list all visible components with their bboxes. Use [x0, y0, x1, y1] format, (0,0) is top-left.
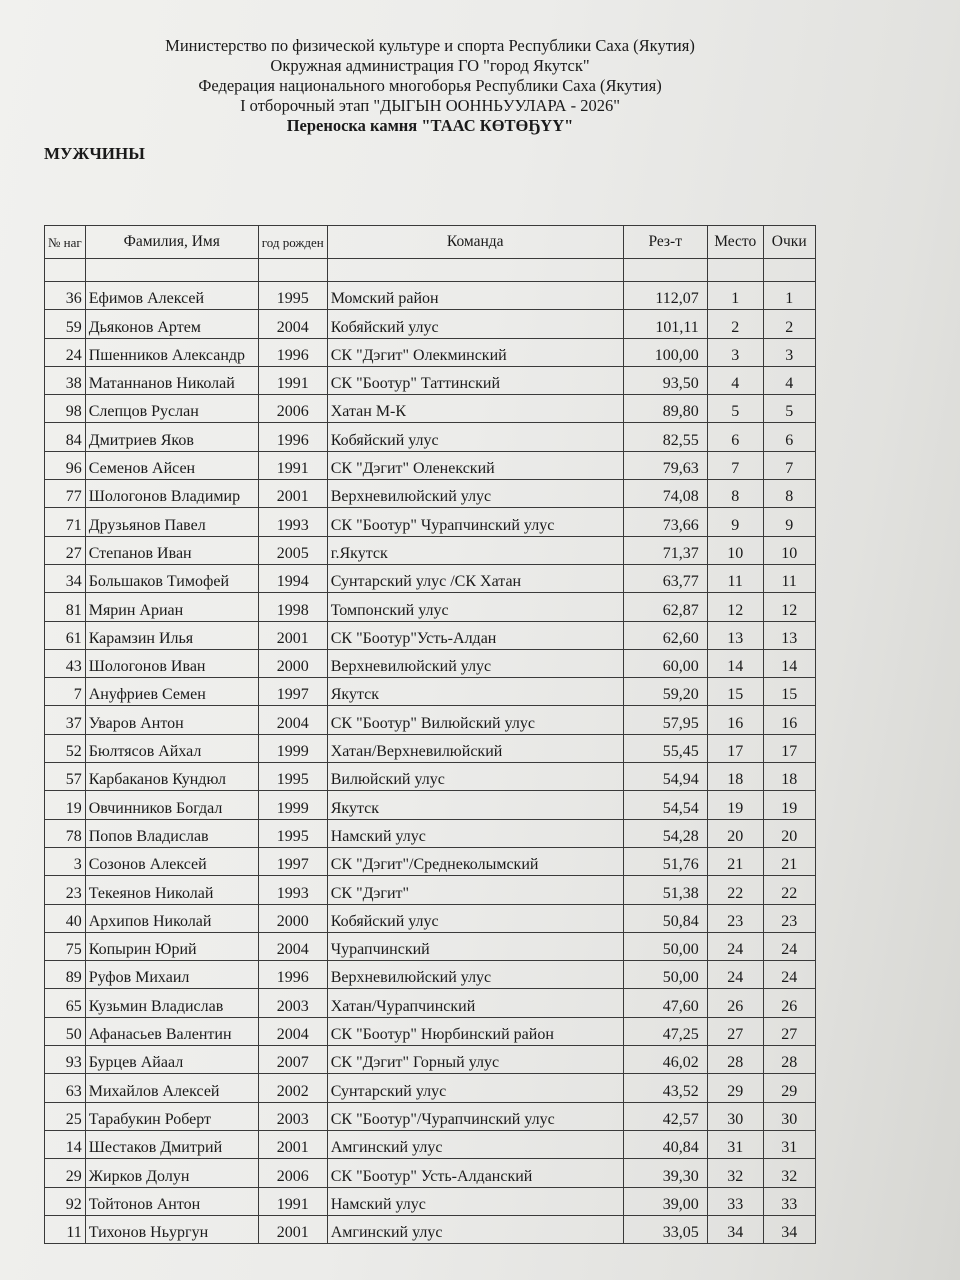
cell-birth-year: 2004 — [258, 1017, 327, 1045]
cell-points: 6 — [763, 423, 815, 451]
table-row — [45, 395, 816, 423]
cell-start-number: 81 — [45, 593, 86, 621]
cell-team: Кобяйский улус — [327, 423, 623, 451]
cell-start-number: 3 — [45, 847, 86, 875]
cell-result: 51,38 — [623, 876, 707, 904]
cell-start-number: 40 — [45, 904, 86, 932]
table-row — [45, 1159, 816, 1187]
cell-place: 11 — [707, 564, 763, 592]
cell-team: СК "Боотур" Нюрбинский район — [327, 1017, 623, 1045]
header-administration: Окружная администрация ГО "город Якутск" — [270, 56, 590, 75]
cell-result: 42,57 — [623, 1102, 707, 1130]
cell-athlete-name: Руфов Михаил — [85, 961, 258, 989]
cell-points: 5 — [763, 395, 815, 423]
cell-team: Хатан/Чурапчинский — [327, 989, 623, 1017]
cell-result: 60,00 — [623, 649, 707, 677]
cell-athlete-name: Мярин Ариан — [85, 593, 258, 621]
col-header-num: № наг — [45, 226, 86, 259]
cell-result: 46,02 — [623, 1046, 707, 1074]
cell-place: 1 — [707, 282, 763, 310]
cell-birth-year: 2001 — [258, 480, 327, 508]
cell-birth-year: 2002 — [258, 1074, 327, 1102]
cell-team: Томпонский улус — [327, 593, 623, 621]
table-row — [45, 536, 816, 564]
cell-athlete-name: Созонов Алексей — [85, 847, 258, 875]
cell-place: 17 — [707, 734, 763, 762]
cell-result: 93,50 — [623, 366, 707, 394]
cell-team: СК "Боотур"/Чурапчинский улус — [327, 1102, 623, 1130]
cell-birth-year: 2004 — [258, 706, 327, 734]
cell-points: 19 — [763, 791, 815, 819]
cell-athlete-name: Копырин Юрий — [85, 932, 258, 960]
table-row — [45, 451, 816, 479]
cell-result: 40,84 — [623, 1130, 707, 1158]
col-header-points: Очки — [763, 226, 815, 259]
cell-athlete-name: Слепцов Руслан — [85, 395, 258, 423]
table-row — [45, 621, 816, 649]
cell-result: 79,63 — [623, 451, 707, 479]
cell-result: 51,76 — [623, 847, 707, 875]
cell-points: 20 — [763, 819, 815, 847]
cell-place: 34 — [707, 1215, 763, 1243]
cell-athlete-name: Бурцев Айаал — [85, 1046, 258, 1074]
cell-athlete-name: Степанов Иван — [85, 536, 258, 564]
document-header — [0, 36, 860, 136]
cell-start-number: 25 — [45, 1102, 86, 1130]
cell-points: 33 — [763, 1187, 815, 1215]
cell-result: 54,94 — [623, 763, 707, 791]
table-row — [45, 282, 816, 310]
table-row — [45, 508, 816, 536]
cell-points: 31 — [763, 1130, 815, 1158]
cell-start-number: 75 — [45, 932, 86, 960]
cell-team: Верхневилюйский улус — [327, 649, 623, 677]
cell-athlete-name: Карбаканов Кундюл — [85, 763, 258, 791]
cell-place: 16 — [707, 706, 763, 734]
cell-result: 47,25 — [623, 1017, 707, 1045]
cell-athlete-name: Шологонов Владимир — [85, 480, 258, 508]
cell-start-number: 52 — [45, 734, 86, 762]
cell-athlete-name: Текеянов Николай — [85, 876, 258, 904]
table-row — [45, 649, 816, 677]
cell-start-number: 36 — [45, 282, 86, 310]
col-header-name: Фамилия, Имя — [85, 226, 258, 259]
cell-team: СК "Дэгит" — [327, 876, 623, 904]
cell-start-number: 37 — [45, 706, 86, 734]
cell-place: 23 — [707, 904, 763, 932]
cell-place: 21 — [707, 847, 763, 875]
cell-team: Амгинский улус — [327, 1215, 623, 1243]
cell-team: Момский район — [327, 282, 623, 310]
table-row — [45, 366, 816, 394]
cell-athlete-name: Пшенников Александр — [85, 338, 258, 366]
cell-result: 74,08 — [623, 480, 707, 508]
cell-birth-year: 1991 — [258, 366, 327, 394]
header-federation: Федерация национального многоборья Республики Саха (Якутия) — [198, 76, 662, 95]
cell-points: 3 — [763, 338, 815, 366]
table-row — [45, 819, 816, 847]
cell-place: 32 — [707, 1159, 763, 1187]
cell-birth-year: 1995 — [258, 282, 327, 310]
cell-start-number: 57 — [45, 763, 86, 791]
cell-team: г.Якутск — [327, 536, 623, 564]
cell-points: 9 — [763, 508, 815, 536]
cell-birth-year: 2003 — [258, 989, 327, 1017]
cell-team: СК "Дэгит" Горный улус — [327, 1046, 623, 1074]
cell-points: 4 — [763, 366, 815, 394]
cell-athlete-name: Семенов Айсен — [85, 451, 258, 479]
cell-place: 18 — [707, 763, 763, 791]
table-row — [45, 564, 816, 592]
cell-points: 30 — [763, 1102, 815, 1130]
cell-result: 59,20 — [623, 678, 707, 706]
cell-team: Хатан/Верхневилюйский — [327, 734, 623, 762]
cell-result: 47,60 — [623, 989, 707, 1017]
cell-result: 54,54 — [623, 791, 707, 819]
cell-start-number: 63 — [45, 1074, 86, 1102]
cell-athlete-name: Жирков Долун — [85, 1159, 258, 1187]
cell-points: 7 — [763, 451, 815, 479]
cell-start-number: 14 — [45, 1130, 86, 1158]
cell-start-number: 50 — [45, 1017, 86, 1045]
cell-place: 22 — [707, 876, 763, 904]
cell-birth-year: 1996 — [258, 423, 327, 451]
cell-athlete-name: Большаков Тимофей — [85, 564, 258, 592]
cell-place: 24 — [707, 932, 763, 960]
table-row — [45, 763, 816, 791]
cell-birth-year: 2004 — [258, 932, 327, 960]
cell-result: 55,45 — [623, 734, 707, 762]
cell-start-number: 65 — [45, 989, 86, 1017]
cell-result: 63,77 — [623, 564, 707, 592]
cell-team: Намский улус — [327, 819, 623, 847]
cell-start-number: 61 — [45, 621, 86, 649]
col-header-place: Место — [707, 226, 763, 259]
col-header-team: Команда — [327, 226, 623, 259]
cell-place: 14 — [707, 649, 763, 677]
cell-birth-year: 1994 — [258, 564, 327, 592]
cell-athlete-name: Кузьмин Владислав — [85, 989, 258, 1017]
cell-athlete-name: Шологонов Иван — [85, 649, 258, 677]
cell-birth-year: 1993 — [258, 508, 327, 536]
header-discipline: Переноска камня "ТААС КӨТӨҔҮҮ" — [286, 116, 574, 135]
cell-points: 23 — [763, 904, 815, 932]
cell-result: 89,80 — [623, 395, 707, 423]
cell-birth-year: 2001 — [258, 1130, 327, 1158]
cell-birth-year: 1995 — [258, 763, 327, 791]
cell-birth-year: 2000 — [258, 904, 327, 932]
cell-athlete-name: Дьяконов Артем — [85, 310, 258, 338]
cell-place: 4 — [707, 366, 763, 394]
cell-start-number: 24 — [45, 338, 86, 366]
cell-birth-year: 1997 — [258, 847, 327, 875]
cell-team: Якутск — [327, 678, 623, 706]
cell-result: 54,28 — [623, 819, 707, 847]
cell-points: 15 — [763, 678, 815, 706]
cell-result: 100,00 — [623, 338, 707, 366]
cell-result: 73,66 — [623, 508, 707, 536]
cell-points: 32 — [763, 1159, 815, 1187]
cell-athlete-name: Тойтонов Антон — [85, 1187, 258, 1215]
col-header-result: Рез-т — [623, 226, 707, 259]
cell-team: Сунтарский улус /СК Хатан — [327, 564, 623, 592]
cell-team: СК "Боотур" Усть-Алданский — [327, 1159, 623, 1187]
cell-team: СК "Боотур"Усть-Алдан — [327, 621, 623, 649]
table-row — [45, 706, 816, 734]
cell-points: 24 — [763, 932, 815, 960]
cell-athlete-name: Бюлтясов Айхал — [85, 734, 258, 762]
cell-start-number: 19 — [45, 791, 86, 819]
cell-team: СК "Дэгит"/Среднеколымский — [327, 847, 623, 875]
cell-start-number: 71 — [45, 508, 86, 536]
cell-team: Верхневилюйский улус — [327, 480, 623, 508]
cell-points: 2 — [763, 310, 815, 338]
cell-place: 12 — [707, 593, 763, 621]
cell-birth-year: 2000 — [258, 649, 327, 677]
cell-result: 71,37 — [623, 536, 707, 564]
cell-points: 12 — [763, 593, 815, 621]
cell-place: 6 — [707, 423, 763, 451]
cell-team: Вилюйский улус — [327, 763, 623, 791]
cell-result: 112,07 — [623, 282, 707, 310]
table-row — [45, 338, 816, 366]
cell-place: 2 — [707, 310, 763, 338]
cell-athlete-name: Карамзин Илья — [85, 621, 258, 649]
cell-points: 1 — [763, 282, 815, 310]
cell-result: 50,84 — [623, 904, 707, 932]
cell-points: 26 — [763, 989, 815, 1017]
cell-start-number: 11 — [45, 1215, 86, 1243]
cell-team: СК "Боотур" Таттинский — [327, 366, 623, 394]
cell-athlete-name: Шестаков Дмитрий — [85, 1130, 258, 1158]
cell-birth-year: 1993 — [258, 876, 327, 904]
table-row — [45, 310, 816, 338]
cell-start-number: 93 — [45, 1046, 86, 1074]
cell-birth-year: 1995 — [258, 819, 327, 847]
cell-result: 39,30 — [623, 1159, 707, 1187]
cell-birth-year: 2006 — [258, 1159, 327, 1187]
cell-result: 62,60 — [623, 621, 707, 649]
cell-place: 30 — [707, 1102, 763, 1130]
cell-birth-year: 1999 — [258, 791, 327, 819]
cell-points: 24 — [763, 961, 815, 989]
cell-place: 8 — [707, 480, 763, 508]
cell-points: 17 — [763, 734, 815, 762]
cell-points: 18 — [763, 763, 815, 791]
cell-athlete-name: Ефимов Алексей — [85, 282, 258, 310]
table-spacer-row — [45, 259, 816, 282]
table-row — [45, 1074, 816, 1102]
cell-place: 24 — [707, 961, 763, 989]
table-row — [45, 1187, 816, 1215]
cell-result: 101,11 — [623, 310, 707, 338]
table-row — [45, 423, 816, 451]
cell-place: 29 — [707, 1074, 763, 1102]
cell-team: Кобяйский улус — [327, 904, 623, 932]
cell-start-number: 29 — [45, 1159, 86, 1187]
table-row — [45, 593, 816, 621]
table-row — [45, 1130, 816, 1158]
cell-points: 21 — [763, 847, 815, 875]
cell-team: Сунтарский улус — [327, 1074, 623, 1102]
cell-result: 82,55 — [623, 423, 707, 451]
table-row — [45, 1046, 816, 1074]
results-table-body — [45, 282, 816, 1244]
cell-birth-year: 1999 — [258, 734, 327, 762]
cell-team: Хатан М-К — [327, 395, 623, 423]
table-row — [45, 1215, 816, 1243]
cell-place: 33 — [707, 1187, 763, 1215]
cell-birth-year: 1998 — [258, 593, 327, 621]
table-row — [45, 847, 816, 875]
cell-place: 7 — [707, 451, 763, 479]
cell-place: 19 — [707, 791, 763, 819]
cell-athlete-name: Матаннанов Николай — [85, 366, 258, 394]
cell-points: 28 — [763, 1046, 815, 1074]
cell-start-number: 92 — [45, 1187, 86, 1215]
cell-result: 50,00 — [623, 961, 707, 989]
cell-birth-year: 2007 — [258, 1046, 327, 1074]
cell-team: СК "Боотур" Чурапчинский улус — [327, 508, 623, 536]
header-stage: I отборочный этап "ДЫГЫН ООННЬУУЛАРА - 2026" — [240, 96, 620, 115]
cell-athlete-name: Попов Владислав — [85, 819, 258, 847]
cell-birth-year: 1996 — [258, 338, 327, 366]
cell-birth-year: 2003 — [258, 1102, 327, 1130]
cell-start-number: 96 — [45, 451, 86, 479]
cell-result: 57,95 — [623, 706, 707, 734]
table-row — [45, 1017, 816, 1045]
cell-points: 10 — [763, 536, 815, 564]
table-row — [45, 876, 816, 904]
results-table — [44, 225, 816, 1244]
cell-place: 15 — [707, 678, 763, 706]
cell-start-number: 38 — [45, 366, 86, 394]
cell-place: 13 — [707, 621, 763, 649]
cell-result: 50,00 — [623, 932, 707, 960]
table-row — [45, 678, 816, 706]
cell-place: 5 — [707, 395, 763, 423]
cell-team: СК "Дэгит" Олекминский — [327, 338, 623, 366]
cell-athlete-name: Архипов Николай — [85, 904, 258, 932]
cell-place: 20 — [707, 819, 763, 847]
cell-start-number: 78 — [45, 819, 86, 847]
cell-athlete-name: Друзьянов Павел — [85, 508, 258, 536]
cell-start-number: 59 — [45, 310, 86, 338]
cell-points: 34 — [763, 1215, 815, 1243]
cell-points: 11 — [763, 564, 815, 592]
cell-birth-year: 1991 — [258, 451, 327, 479]
cell-start-number: 34 — [45, 564, 86, 592]
cell-athlete-name: Ануфриев Семен — [85, 678, 258, 706]
cell-athlete-name: Тарабукин Роберт — [85, 1102, 258, 1130]
cell-place: 31 — [707, 1130, 763, 1158]
cell-place: 3 — [707, 338, 763, 366]
cell-birth-year: 1997 — [258, 678, 327, 706]
cell-team: СК "Дэгит" Оленекский — [327, 451, 623, 479]
cell-team: Чурапчинский — [327, 932, 623, 960]
table-row — [45, 904, 816, 932]
cell-start-number: 98 — [45, 395, 86, 423]
cell-birth-year: 2001 — [258, 1215, 327, 1243]
cell-birth-year: 1996 — [258, 961, 327, 989]
cell-birth-year: 2006 — [258, 395, 327, 423]
table-row — [45, 480, 816, 508]
cell-start-number: 27 — [45, 536, 86, 564]
cell-athlete-name: Овчинников Богдал — [85, 791, 258, 819]
cell-result: 33,05 — [623, 1215, 707, 1243]
cell-athlete-name: Афанасьев Валентин — [85, 1017, 258, 1045]
cell-place: 28 — [707, 1046, 763, 1074]
cell-team: Кобяйский улус — [327, 310, 623, 338]
cell-team: Верхневилюйский улус — [327, 961, 623, 989]
cell-birth-year: 1991 — [258, 1187, 327, 1215]
cell-points: 16 — [763, 706, 815, 734]
cell-start-number: 7 — [45, 678, 86, 706]
header-ministry: Министерство по физической культуре и спорта Республики Саха (Якутия) — [165, 36, 695, 55]
cell-start-number: 23 — [45, 876, 86, 904]
table-row — [45, 791, 816, 819]
table-row — [45, 989, 816, 1017]
cell-start-number: 84 — [45, 423, 86, 451]
table-row — [45, 734, 816, 762]
cell-points: 29 — [763, 1074, 815, 1102]
cell-team: Амгинский улус — [327, 1130, 623, 1158]
cell-athlete-name: Михайлов Алексей — [85, 1074, 258, 1102]
cell-points: 14 — [763, 649, 815, 677]
table-row — [45, 961, 816, 989]
cell-place: 27 — [707, 1017, 763, 1045]
cell-result: 62,87 — [623, 593, 707, 621]
col-header-year: год рожден — [258, 226, 327, 259]
cell-athlete-name: Тихонов Ньургун — [85, 1215, 258, 1243]
cell-birth-year: 2004 — [258, 310, 327, 338]
table-row — [45, 1102, 816, 1130]
cell-points: 8 — [763, 480, 815, 508]
cell-athlete-name: Уваров Антон — [85, 706, 258, 734]
cell-start-number: 77 — [45, 480, 86, 508]
cell-birth-year: 2005 — [258, 536, 327, 564]
cell-team: СК "Боотур" Вилюйский улус — [327, 706, 623, 734]
cell-birth-year: 2001 — [258, 621, 327, 649]
cell-start-number: 43 — [45, 649, 86, 677]
cell-result: 43,52 — [623, 1074, 707, 1102]
table-row — [45, 932, 816, 960]
section-title: МУЖЧИНЫ — [44, 144, 145, 163]
cell-points: 22 — [763, 876, 815, 904]
cell-team: Намский улус — [327, 1187, 623, 1215]
cell-points: 13 — [763, 621, 815, 649]
cell-team: Якутск — [327, 791, 623, 819]
cell-athlete-name: Дмитриев Яков — [85, 423, 258, 451]
table-header-row — [45, 226, 816, 259]
cell-place: 10 — [707, 536, 763, 564]
cell-place: 26 — [707, 989, 763, 1017]
cell-points: 27 — [763, 1017, 815, 1045]
cell-result: 39,00 — [623, 1187, 707, 1215]
cell-start-number: 89 — [45, 961, 86, 989]
cell-place: 9 — [707, 508, 763, 536]
